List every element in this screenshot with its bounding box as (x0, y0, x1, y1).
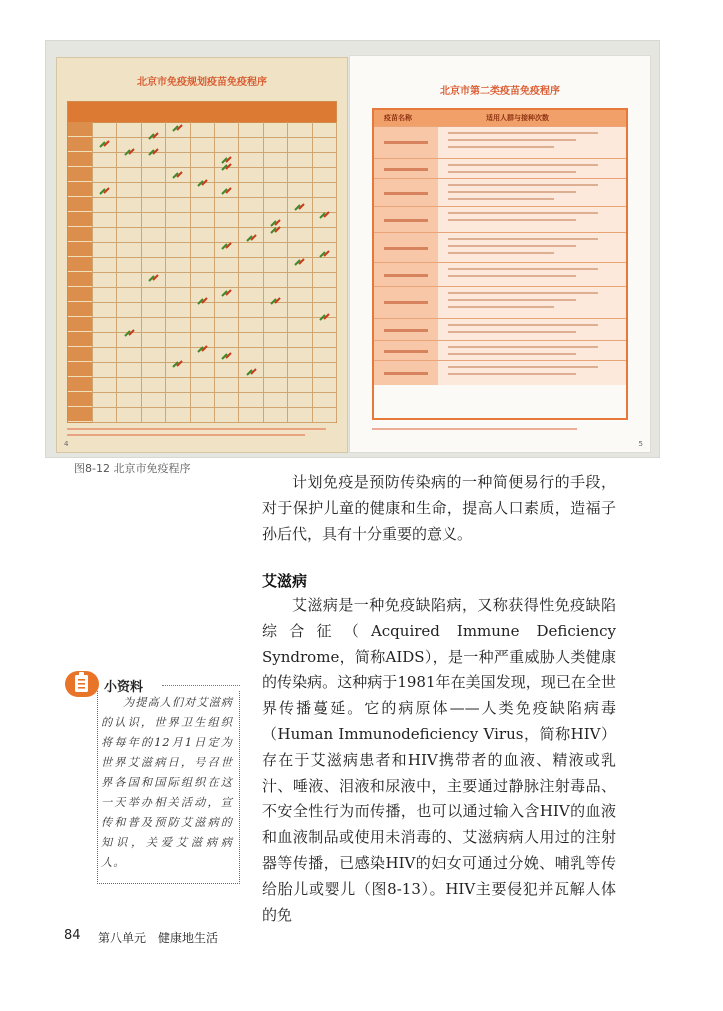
right-page-footnote (372, 426, 628, 430)
left-page-number: 4 (64, 440, 69, 448)
schedule-column-line (116, 122, 117, 422)
vaccine-table-row (374, 158, 626, 179)
sidebar-label: 小资料 (104, 680, 144, 695)
vaccination-mark-icon (197, 345, 208, 354)
schedule-row-label (68, 347, 92, 362)
table-header (374, 110, 626, 126)
schedule-row-label (68, 212, 92, 227)
schedule-row-label (68, 257, 92, 272)
vaccine-table-row (374, 126, 626, 159)
schedule-row-label (68, 227, 92, 242)
schedule-row-line (92, 422, 336, 423)
vaccine-table-row (374, 232, 626, 263)
schedule-row-label (68, 242, 92, 257)
header-target-doses: 适用人群与接种次数 (486, 114, 549, 122)
vaccination-mark-icon (172, 171, 183, 180)
vaccination-mark-icon (172, 124, 183, 133)
vaccination-mark-icon (270, 226, 281, 235)
right-page-number: 5 (638, 440, 643, 448)
sidebar-text: 为提高人们对艾滋病的认识，世界卫生组织将每年的12月1日定为世界艾滋病日，号召世界各国和国际组织在这一天举办相关活动，宣传和普及预防艾滋病的知识，关爱艾滋病病人。 (101, 696, 233, 869)
vaccine-table-row (374, 178, 626, 207)
header-vaccine-name: 疫苗名称 (384, 114, 412, 122)
schedule-row-label (68, 152, 92, 167)
vaccination-mark-icon (319, 250, 330, 259)
vaccination-mark-icon (246, 234, 257, 243)
second-class-vaccine-table (372, 108, 628, 420)
vaccination-mark-icon (221, 289, 232, 298)
right-page-title: 北京市第二类疫苗免疫程序 (440, 86, 560, 97)
schedule-row-label (68, 182, 92, 197)
vaccine-table-row (374, 318, 626, 341)
figure-caption: 图8-12 北京市免疫程序 (74, 462, 191, 475)
vaccine-table-row (374, 206, 626, 233)
booklet-left-page (56, 57, 348, 453)
schedule-row-label (68, 392, 92, 407)
schedule-row-label (68, 197, 92, 212)
schedule-column-line (263, 122, 264, 422)
schedule-row-label (68, 272, 92, 287)
vaccination-mark-icon (148, 148, 159, 157)
schedule-row-label (68, 377, 92, 392)
schedule-column-line (190, 122, 191, 422)
sidebar-rule (162, 685, 240, 686)
vaccination-mark-icon (246, 368, 257, 377)
schedule-column-line (312, 122, 313, 422)
schedule-row-label (68, 317, 92, 332)
schedule-column-line (92, 122, 93, 422)
schedule-column-line (165, 122, 166, 422)
section-title: 艾滋病 (262, 572, 308, 590)
schedule-row-label (68, 122, 92, 137)
vaccination-mark-icon (294, 258, 305, 267)
vaccination-mark-icon (124, 329, 135, 338)
vaccine-table-row (374, 286, 626, 319)
vaccine-table-row (374, 262, 626, 287)
schedule-column-line (238, 122, 239, 422)
vaccination-mark-icon (294, 203, 305, 212)
vaccination-mark-icon (99, 140, 110, 149)
left-page-footnote (67, 426, 337, 436)
schedule-column-line (336, 122, 337, 422)
paragraph-aids: 艾滋病是一种免疫缺陷病，又称获得性免疫缺陷综合征（Acquired Immune Deficiency Syndrome，简称AIDS），是一种严重威胁人类健康的传染病。这种病于1981年在美国发现，现已在全世界传播蔓延。它的病原体——人类免疫缺陷病毒（Human Immunodeficiency Virus，简称HIV）存在于艾滋病患者和HIV携带者的血液、精液或乳汁、唾液、泪液和尿液中，主要通过静脉注射毒品、不安全性行为而传播，也可以通过输入含HIV的血液和血液制品或使用未消毒的、艾滋病病人用过的注射器等传播，已感染HIV的妇女可通过分娩、哺乳等传给胎儿或婴儿（图8-13）。HIV主要侵犯并瓦解人体的免 (262, 596, 616, 924)
schedule-row-label (68, 287, 92, 302)
schedule-column-line (141, 122, 142, 422)
schedule-row-label (68, 137, 92, 152)
vaccine-table-row (374, 360, 626, 385)
schedule-column-line (214, 122, 215, 422)
vaccination-mark-icon (221, 242, 232, 251)
schedule-row-label (68, 362, 92, 377)
schedule-row-label (68, 302, 92, 317)
notepad-icon (64, 667, 100, 699)
vaccination-mark-icon (99, 187, 110, 196)
vaccination-mark-icon (221, 187, 232, 196)
vaccination-mark-icon (197, 297, 208, 306)
vaccination-mark-icon (221, 163, 232, 172)
page-number: 84 (64, 928, 81, 943)
vaccination-mark-icon (221, 352, 232, 361)
vaccination-mark-icon (197, 179, 208, 188)
schedule-row-label (68, 332, 92, 347)
left-page-title: 北京市免疫规划疫苗免疫程序 (137, 77, 267, 88)
booklet-right-page (349, 55, 651, 453)
vaccination-mark-icon (270, 297, 281, 306)
vaccination-mark-icon (148, 274, 159, 283)
schedule-row-label (68, 407, 92, 422)
schedule-column-line (287, 122, 288, 422)
vaccination-mark-icon (124, 148, 135, 157)
immunization-booklet-photo (45, 40, 660, 458)
vaccination-mark-icon (172, 360, 183, 369)
unit-title: 第八单元 健康地生活 (98, 931, 219, 945)
vaccine-table-row (374, 340, 626, 361)
vaccination-mark-icon (319, 211, 330, 220)
schedule-row-label (68, 167, 92, 182)
vaccination-mark-icon (148, 132, 159, 141)
schedule-header (68, 102, 336, 123)
vaccination-mark-icon (319, 313, 330, 322)
immunization-schedule-grid (67, 101, 337, 423)
paragraph-planned-immunization: 计划免疫是预防传染病的一种简便易行的手段，对于保护儿童的健康和生命，提高人口素质，造福子孙后代，具有十分重要的意义。 (262, 473, 616, 543)
